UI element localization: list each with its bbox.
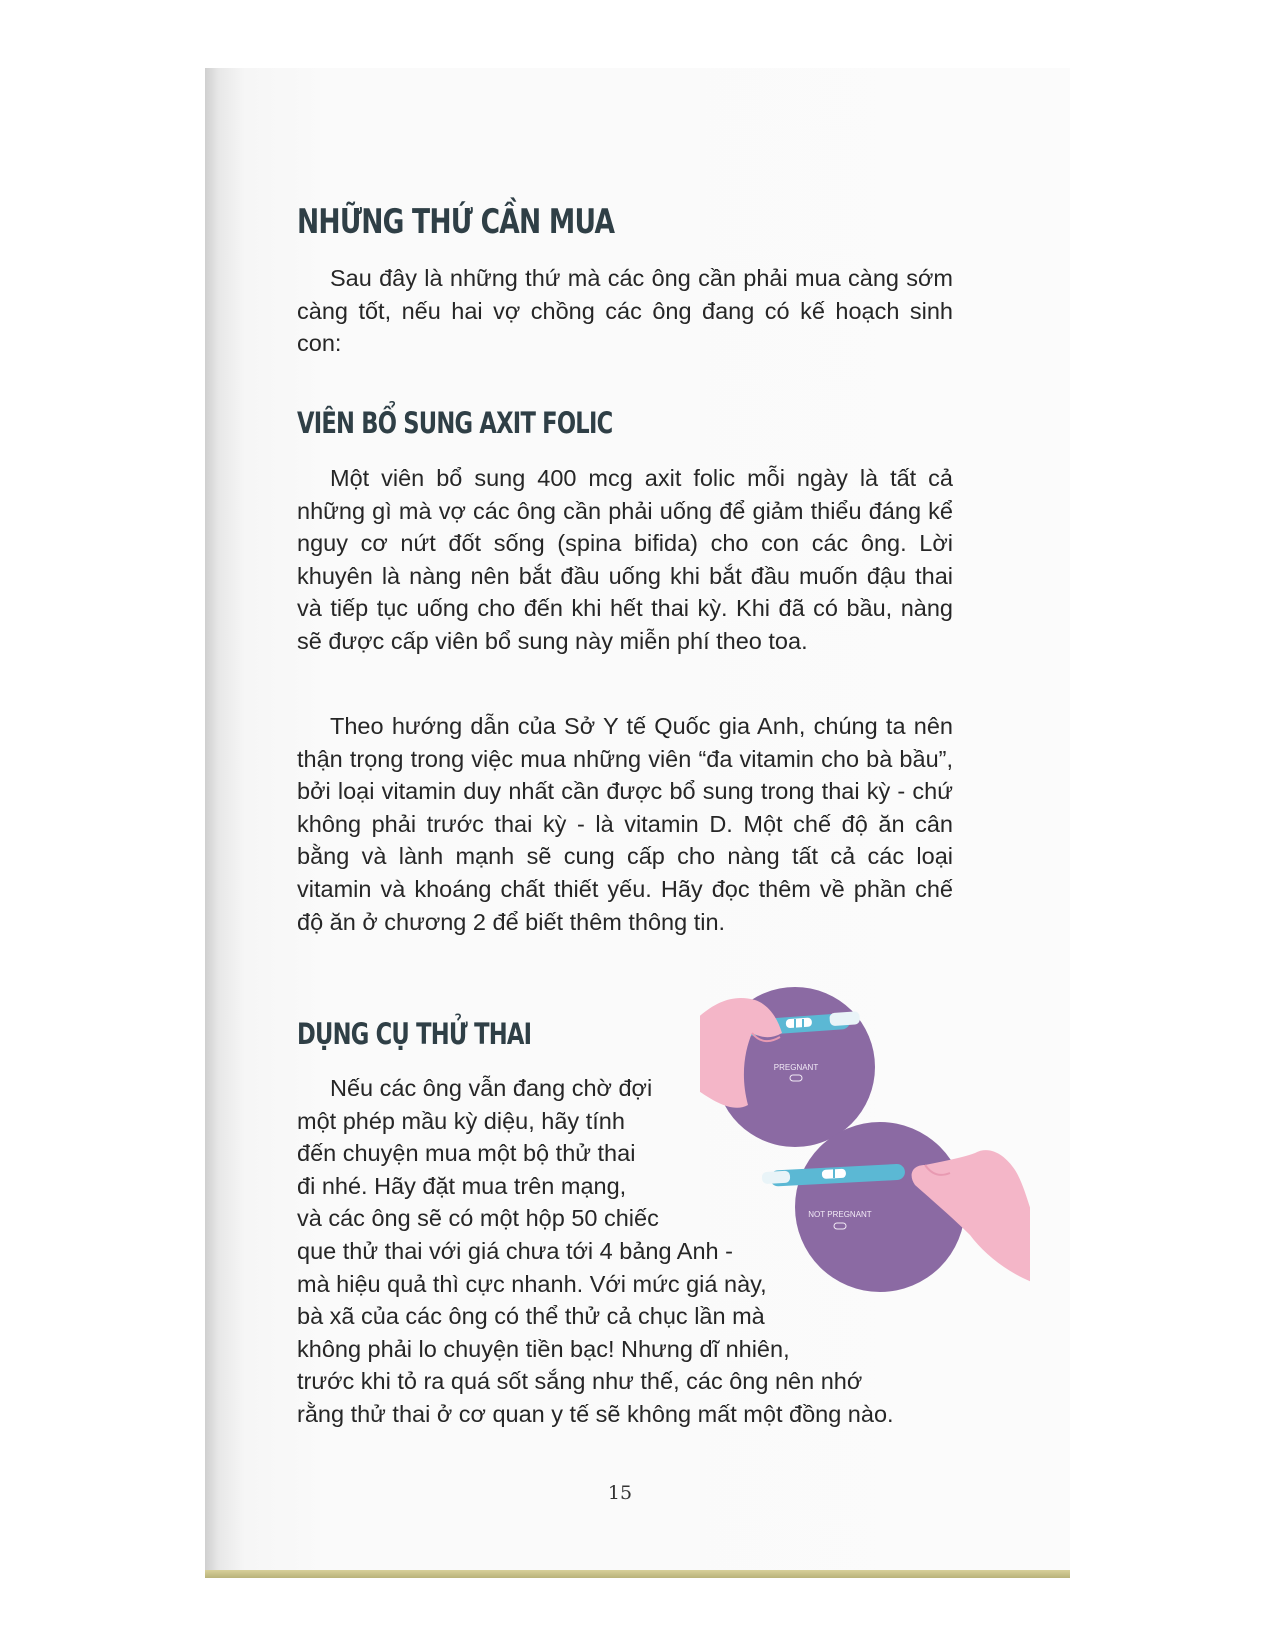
heading-pregnancy-test: DỤNG CỤ THỬ THAI — [297, 1017, 532, 1051]
folic-paragraph-2: Theo hướng dẫn của Sở Y tế Quốc gia Anh, chúng ta nên thận trọng trong việc mua những viên “đa vitamin cho bà bầu”, bởi loại vitamin duy nhất cần được bổ sung trong thai kỳ - chứ không phải trước thai kỳ - là vitamin D. Một chế độ ăn cân bằng và lành mạnh sẽ cung cấp cho nàng tất cả các loại vitamin và khoáng chất thiết yếu. Hãy đọc thêm về phần chế độ ăn ở chương 2 để biết thêm thông tin. — [297, 713, 953, 935]
text-line: trước khi tỏ ra quá sốt sắng như thế, các ông nên nhớ — [297, 1368, 863, 1395]
text-line: mà hiệu quả thì cực nhanh. Với mức giá này, — [297, 1270, 767, 1297]
text-line: và các ông sẽ có một hộp 50 chiếc — [297, 1205, 659, 1232]
text-line: que thử thai với giá chưa tới 4 bảng Anh - — [297, 1237, 733, 1264]
heading-folic-acid: VIÊN BỔ SUNG AXIT FOLIC — [297, 406, 613, 440]
pregnancy-test-illustration — [700, 985, 1030, 1345]
page-bottom-edge — [205, 1570, 1070, 1578]
page-number: 15 — [607, 1482, 633, 1504]
intro-paragraph: Sau đây là những thứ mà các ông cần phải mua càng sớm càng tốt, nếu hai vợ chồng các ông đang có kế hoạch sinh con: — [297, 265, 953, 357]
text-line: đi nhé. Hãy đặt mua trên mạng, — [297, 1172, 627, 1199]
text-line: một phép mầu kỳ diệu, hãy tính — [297, 1107, 625, 1134]
circle-bottom — [795, 1122, 965, 1292]
text-line: rằng thử thai ở cơ quan y tế sẽ không mất một đồng nào. — [297, 1400, 894, 1427]
label-pregnant: PREGNANT — [773, 1063, 819, 1072]
heading-main: NHỮNG THỨ CẦN MUA — [297, 202, 615, 242]
text-line: không phải lo chuyện tiền bạc! Nhưng dĩ nhiên, — [297, 1335, 790, 1362]
text-line: Nếu các ông vẫn đang chờ đợi — [330, 1075, 653, 1101]
text-line: đến chuyện mua một bộ thử thai — [297, 1140, 636, 1167]
label-not-pregnant: NOT PREGNANT — [808, 1210, 872, 1219]
folic-paragraph-1: Một viên bổ sung 400 mcg axit folic mỗi ngày là tất cả những gì mà vợ các ông cần phải uống để giảm thiểu đáng kể nguy cơ nứt đốt sống (spina bifida) cho con các ông. Lời khuyên là nàng nên bắt đầu uống khi bắt đầu muốn đậu thai và tiếp tục uống cho đến khi hết thai kỳ. Khi đã có bầu, nàng sẽ được cấp viên bổ sung này miễn phí theo toa. — [297, 465, 953, 654]
text-line: bà xã của các ông có thể thử cả chục lần mà — [297, 1303, 765, 1330]
